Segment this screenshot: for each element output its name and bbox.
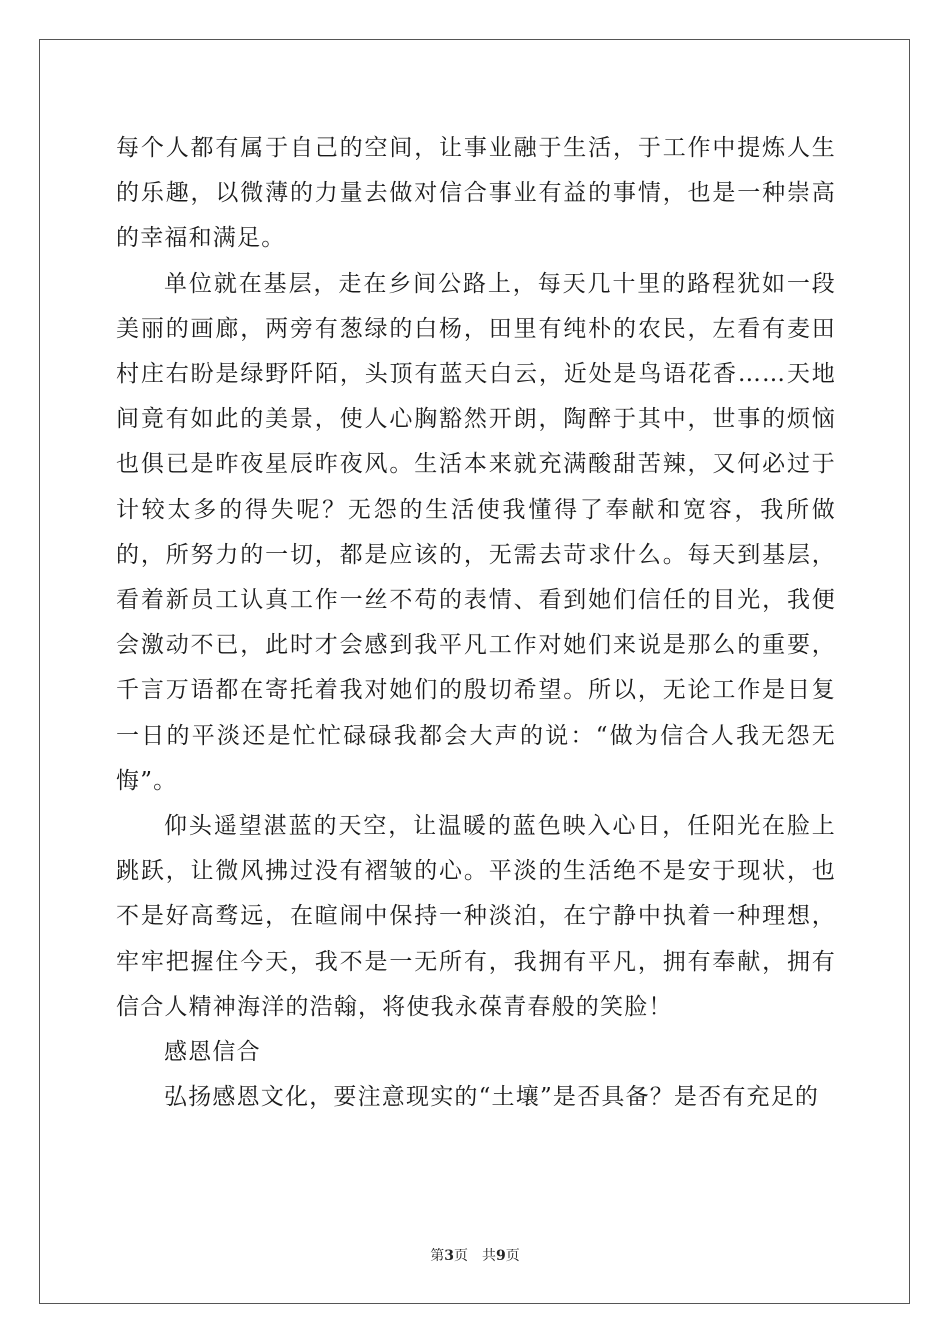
page-prefix: 第	[430, 1248, 445, 1264]
page-footer	[0, 1246, 950, 1266]
paragraph-1: 每个人都有属于自己的空间，让事业融于生活，于工作中提炼人生的乐趣，以微薄的力量去做对信合事业有益的事情，也是一种崇高的幸福和满足。	[116, 135, 836, 252]
page-number: 3	[444, 1248, 454, 1264]
section-heading: 感恩信合	[164, 1039, 261, 1066]
total-pages: 9	[496, 1248, 506, 1264]
paragraph-2: 单位就在基层，走在乡间公路上，每天几十里的路程犹如一段美丽的画廊，两旁有葱绿的白杨，田里有纯朴的农民，左看有麦田村庄右盼是绿野阡陌，头顶有蓝天白云，近处是鸟语花香……天地间竟有如此的美景，使人心胸豁然开朗，陶醉于其中，世事的烦恼也俱已是昨夜星辰昨夜风。生活本来就充满酸甜苦辣，又何必过于计较太多的得失呢？无怨的生活使我懂得了奉献和宽容，我所做的，所努力的一切，都是应该的，无需去苛求什么。每天到基层，看着新员工认真工作一丝不苟的表情、看到她们信任的目光，我便会激动不已，此时才会感到我平凡工作对她们来说是那么的重要，千言万语都在寄托着我对她们的殷切希望。所以，无论工作是日复一日的平淡还是忙忙碌碌我都会大声的说：“做为信合人我无怨无悔”。	[116, 270, 836, 794]
document-body	[116, 126, 836, 1120]
paragraph-4: 弘扬感恩文化，要注意现实的“土壤”是否具备？是否有充足的	[164, 1084, 820, 1111]
page-suffix: 页	[454, 1248, 468, 1264]
paragraph-3: 仰头遥望湛蓝的天空，让温暖的蓝色映入心日，任阳光在脸上跳跃，让微风拂过没有褶皱的心。平淡的生活绝不是安于现状，也不是好高骛远，在暄闹中保持一种淡泊，在宁静中执着一种理想，牢牢把握住今天，我不是一无所有，我拥有平凡，拥有奉献，拥有信合人精神海洋的浩翰，将使我永葆青春般的笑脸！	[116, 813, 836, 1020]
total-prefix: 共	[482, 1248, 496, 1264]
total-suffix: 页	[505, 1248, 520, 1264]
